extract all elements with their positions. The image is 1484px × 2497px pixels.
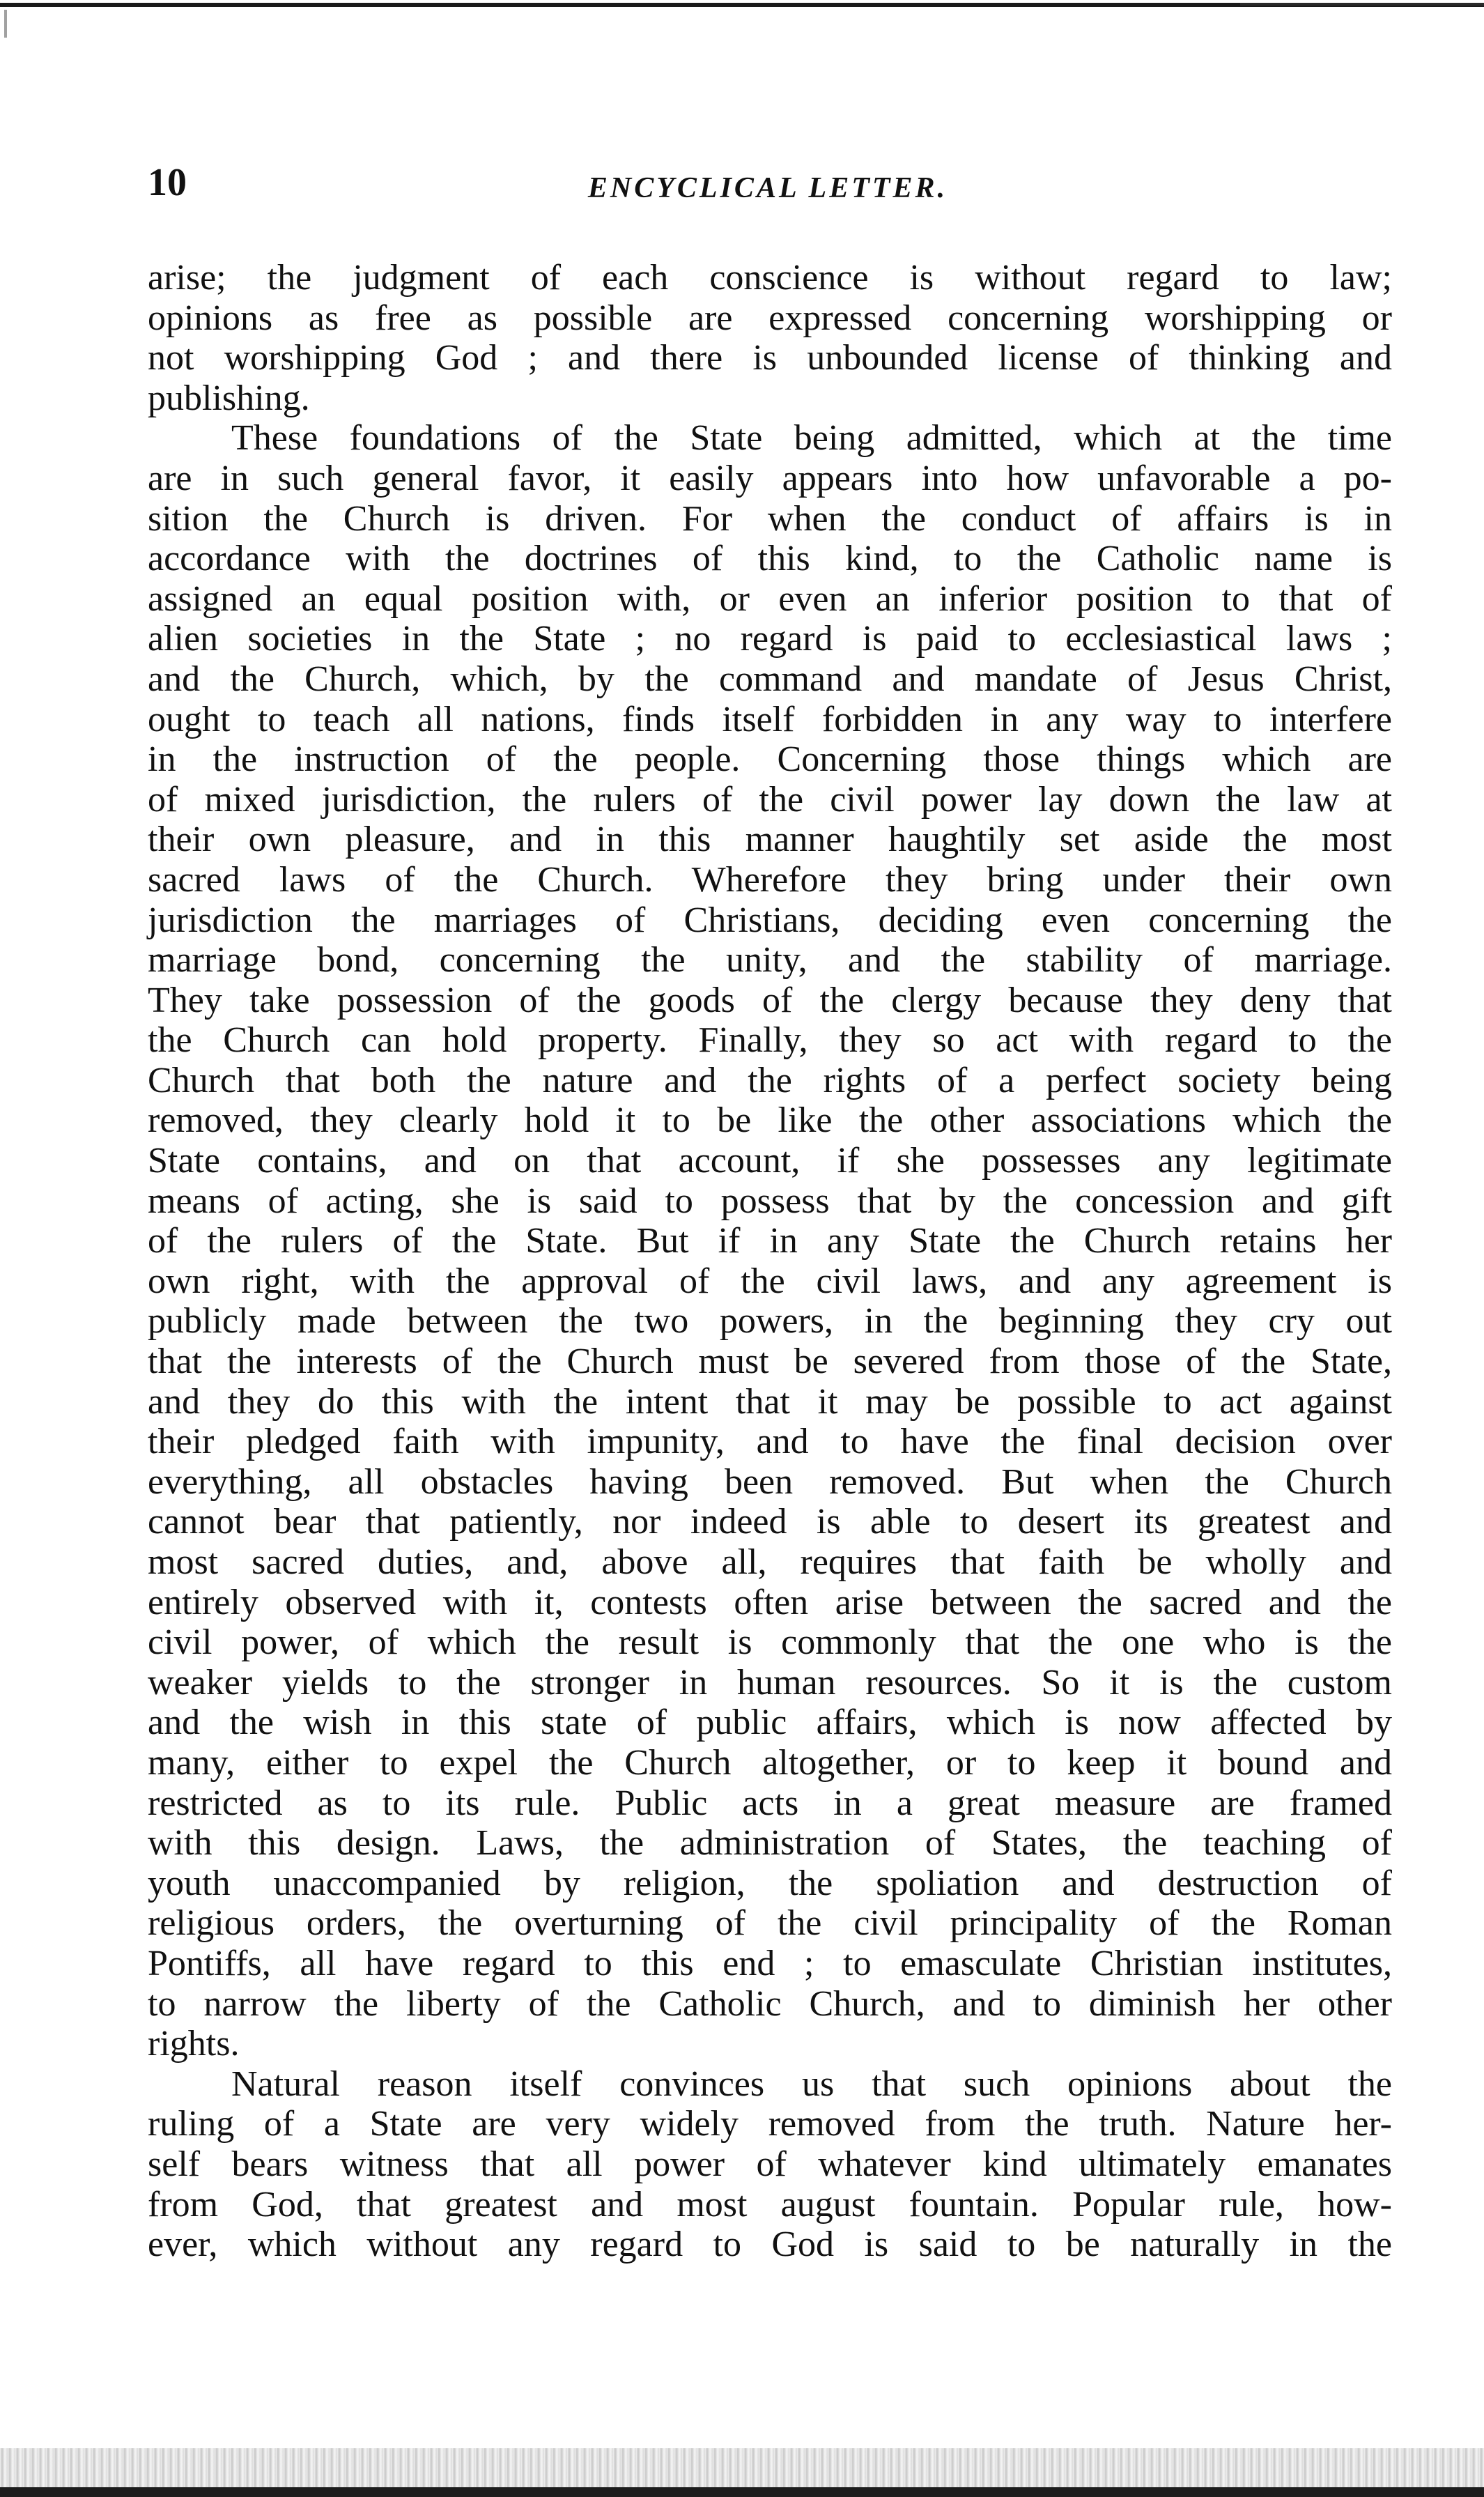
text-line: means of acting, she is said to possess that by the concession and gift <box>148 1181 1392 1221</box>
text-line: Pontiffs, all have regard to this end ; to emasculate Christian institutes, <box>148 1943 1392 1983</box>
text-line: of mixed jurisdiction, the rulers of the civil power lay down the law at <box>148 779 1392 820</box>
text-line: the Church can hold property. Finally, they so act with regard to the <box>148 1020 1392 1061</box>
text-line: with this design. Laws, the administration of States, the teaching of <box>148 1823 1392 1864</box>
text-line: most sacred duties, and, above all, requires that faith be wholly and <box>148 1542 1392 1582</box>
text-line: entirely observed with it, contests often arise between the sacred and the <box>148 1582 1392 1622</box>
text-line: sition the Church is driven. For when the conduct of affairs is in <box>148 498 1392 539</box>
text-line: ought to teach all nations, finds itself forbidden in any way to interfere <box>148 699 1392 739</box>
text-line: alien societies in the State ; no regard is paid to ecclesiastical laws ; <box>148 619 1392 659</box>
text-line: jurisdiction the marriages of Christians, deciding even concerning the <box>148 900 1392 940</box>
text-line: many, either to expel the Church altogether, or to keep it bound and <box>148 1742 1392 1783</box>
text-line: from God, that greatest and most august fountain. Popular rule, how- <box>148 2184 1392 2225</box>
text-line: ruling of a State are very widely removed from the truth. Nature her- <box>148 2104 1392 2144</box>
text-line: accordance with the doctrines of this kind, to the Catholic name is <box>148 539 1392 579</box>
running-head: ENCYCLICAL LETTER. <box>587 172 948 204</box>
text-line: weaker yields to the stronger in human resources. So it is the custom <box>148 1662 1392 1703</box>
text-line: everything, all obstacles having been removed. But when the Church <box>148 1461 1392 1502</box>
text-line: their own pleasure, and in this manner haughtily set aside the most <box>148 820 1392 860</box>
text-line: in the instruction of the people. Concerning those things which are <box>148 739 1392 780</box>
text-line: arise; the judgment of each conscience is without regard to law; <box>148 258 1392 298</box>
text-line: sacred laws of the Church. Wherefore they bring under their own <box>148 859 1392 900</box>
text-line: removed, they clearly hold it to be like the other associations which the <box>148 1100 1392 1141</box>
text-line: Natural reason itself convinces us that such opinions about the <box>231 2064 1392 2104</box>
text-line: own right, with the approval of the civil laws, and any agreement is <box>148 1261 1392 1301</box>
text-line: Church that both the nature and the rights of a perfect society being <box>148 1060 1392 1100</box>
page-header <box>148 155 1388 210</box>
text-line: and the Church, which, by the command and mandate of Jesus Christ, <box>148 659 1392 699</box>
text-line: publishing. <box>148 378 310 418</box>
text-line: They take possession of the goods of the clergy because they deny that <box>148 980 1392 1020</box>
text-line: self bears witness that all power of whatever kind ultimately emanates <box>148 2144 1392 2184</box>
body-text <box>148 258 1392 2265</box>
text-line: are in such general favor, it easily appears into how unfavorable a po- <box>148 458 1392 498</box>
text-line: ever, which without any regard to God is said to be naturally in the <box>148 2225 1392 2265</box>
margin-mark <box>4 10 7 38</box>
text-line: youth unaccompanied by religion, the spoliation and destruction of <box>148 1863 1392 1903</box>
text-line: and the wish in this state of public affairs, which is now affected by <box>148 1703 1392 1743</box>
text-line: publicly made between the two powers, in the beginning they cry out <box>148 1301 1392 1342</box>
text-line: and they do this with the intent that it may be possible to act against <box>148 1381 1392 1422</box>
text-line: religious orders, the overturning of the civil principality of the Roman <box>148 1903 1392 1944</box>
text-line: civil power, of which the result is commonly that the one who is the <box>148 1622 1392 1663</box>
text-line: rights. <box>148 2024 240 2064</box>
top-border-rule-tail <box>1240 3 1484 6</box>
text-line: assigned an equal position with, or even an inferior position to that of <box>148 578 1392 619</box>
text-line: State contains, and on that account, if she possesses any legitimate <box>148 1141 1392 1181</box>
text-line: cannot bear that patiently, nor indeed is able to desert its greatest and <box>148 1502 1392 1542</box>
text-line: their pledged faith with impunity, and to have the final decision over <box>148 1422 1392 1462</box>
bottom-border-edge <box>0 2487 1484 2497</box>
text-line: marriage bond, concerning the unity, and the stability of marriage. <box>148 940 1392 981</box>
text-line: of the rulers of the State. But if in any State the Church retains her <box>148 1221 1392 1261</box>
page-number: 10 <box>148 161 187 204</box>
text-line: restricted as to its rule. Public acts in a great measure are framed <box>148 1783 1392 1823</box>
text-line: to narrow the liberty of the Catholic Church, and to diminish her other <box>148 1983 1392 2024</box>
text-line: not worshipping God ; and there is unbounded license of thinking and <box>148 338 1392 378</box>
text-line: opinions as free as possible are expressed concerning worshipping or <box>148 298 1392 338</box>
text-line: that the interests of the Church must be severed from those of the State, <box>148 1342 1392 1382</box>
text-line: These foundations of the State being admitted, which at the time <box>231 418 1392 459</box>
